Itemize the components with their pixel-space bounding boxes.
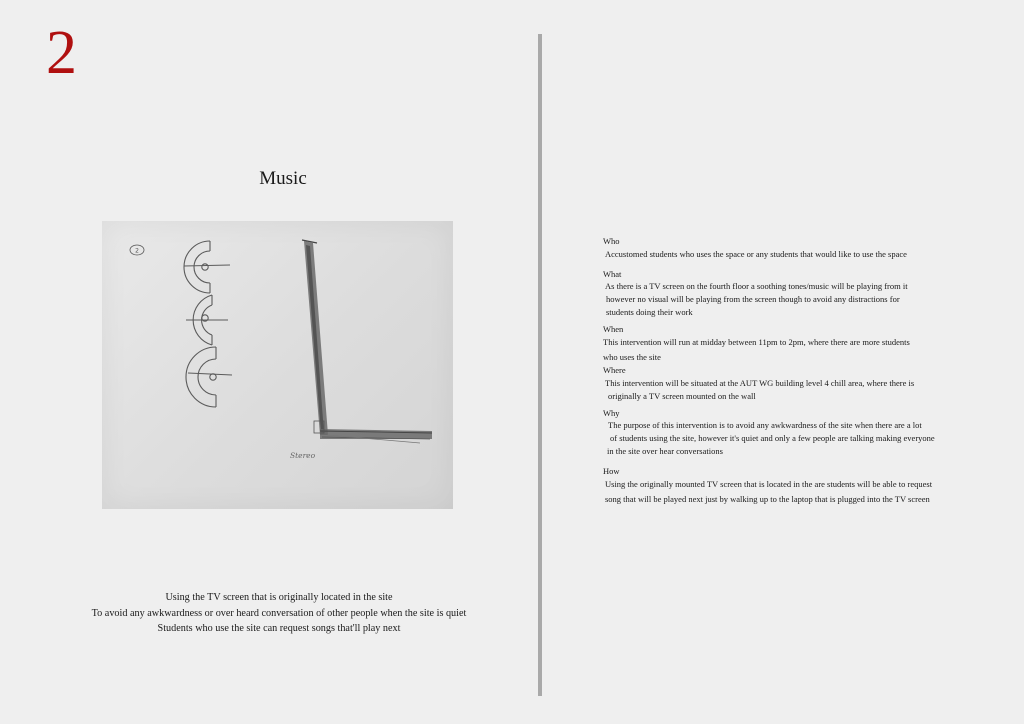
page-divider	[538, 34, 542, 696]
caption-line: Using the TV screen that is originally located in the site	[165, 592, 393, 603]
why-heading: Why	[603, 407, 620, 418]
where-heading: Where	[603, 365, 626, 376]
page-title: Music	[259, 168, 307, 189]
where-body	[603, 377, 1013, 403]
when-line: This intervention will run at midday between 11pm to 2pm, where there are more students	[603, 336, 910, 347]
why-body	[603, 419, 1013, 457]
pencil-sketch	[102, 221, 453, 509]
why-line: The purpose of this intervention is to avoid any awkwardness of the site when there are a lot	[608, 420, 922, 431]
how-line: Using the originally mounted TV screen that is located in the are students will be able to request	[605, 478, 933, 489]
how-line: song that will be played next just by walking up to the laptop that is plugged into the TV screen	[605, 494, 930, 505]
what-heading: What	[603, 268, 622, 279]
why-line: of students using the site, however it's quiet and only a few people are talking making everyone	[610, 433, 935, 444]
who-body	[603, 248, 1013, 261]
where-line: This intervention will be situated at the AUT WG building level 4 chill area, where there is	[605, 377, 915, 388]
what-line: however no visual will be playing from the screen though to avoid any distractions for	[606, 294, 900, 305]
stereo-label: Stereo	[290, 451, 316, 460]
what-line: students doing their work	[606, 306, 693, 317]
caption	[40, 590, 518, 637]
how-body	[603, 478, 1013, 507]
sketch-corner-label: 2	[135, 247, 139, 255]
where-line: originally a TV screen mounted on the wall	[608, 390, 756, 401]
page-number: 2	[46, 19, 77, 87]
what-line: As there is a TV screen on the fourth floor a soothing tones/music will be playing from it	[605, 281, 908, 292]
caption-line: Students who use the site can request songs that'll play next	[157, 623, 401, 634]
sketch-photo	[102, 221, 453, 509]
stereo-stand	[302, 240, 432, 443]
who-line: Accustomed students who uses the space or any students that would like to use the space	[605, 248, 907, 259]
speaker-arcs	[184, 241, 232, 407]
why-line: in the site over hear conversations	[607, 445, 723, 456]
what-body	[603, 280, 1013, 318]
how-heading: How	[603, 465, 620, 476]
who-heading: Who	[603, 236, 620, 246]
caption-line: To avoid any awkwardness or over heard conversation of other people when the site is quiet	[91, 607, 467, 619]
when-body	[603, 336, 1013, 365]
when-line: who uses the site	[603, 352, 661, 363]
intervention-details	[603, 235, 1013, 506]
when-heading: When	[603, 323, 624, 334]
